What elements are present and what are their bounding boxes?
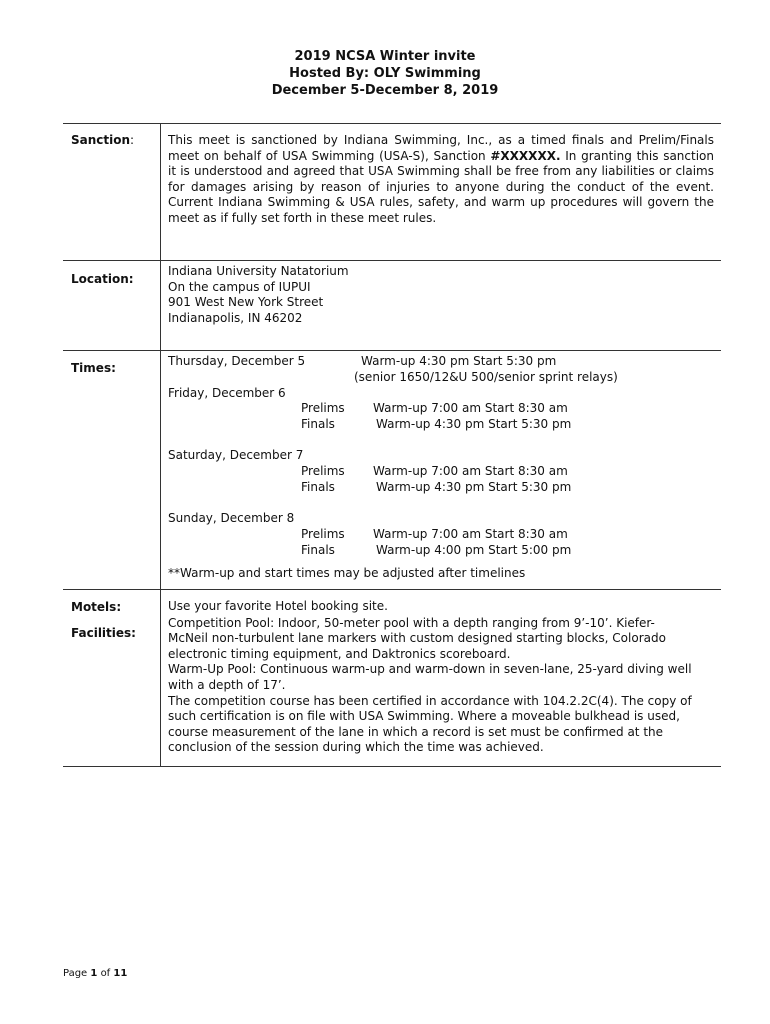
facilities-line: The competition course has been certified in accordance with 104.2.2C(4). The copy of <box>168 693 692 708</box>
saturday-prelims-times: Warm-up 7:00 am Start 8:30 am <box>373 464 568 478</box>
thursday-times: Warm-up 4:30 pm Start 5:30 pm <box>361 354 557 368</box>
sanction-row <box>63 124 721 261</box>
date-range: December 5-December 8, 2019 <box>271 83 499 98</box>
page-footer: Page 1 of 11 <box>63 968 128 979</box>
friday-finals-label: Finals <box>301 417 335 431</box>
sunday-finals-times: Warm-up 4:00 pm Start 5:00 pm <box>376 543 572 557</box>
sunday-prelims-times: Warm-up 7:00 am Start 8:30 am <box>373 527 568 541</box>
meet-info-table <box>63 123 721 767</box>
sanction-text: This meet is sanctioned by Indiana Swimming, Inc., as a timed finals and Prelim/Finals meet on behalf of USA Swimming (USA-S), Sanction #XXXXXX. In granting this sanction it is understood and agreed that USA Swimming shall be free from any liabilities or claims for damages arising by reason of injuries to anyone during the conduct of the event. Current Indiana Swimming & USA rules, safety, and warm up procedures will govern the meet as if fully set forth in these meet rules. <box>161 124 722 261</box>
facilities-line: such certification is on file with USA Swimming. Where a moveable bulkhead is used, <box>168 709 680 724</box>
facilities-row <box>63 616 721 767</box>
motels-label: Motels: <box>63 590 161 616</box>
sunday-prelims-label: Prelims <box>301 527 345 541</box>
city-line: Indianapolis, IN 46202 <box>168 310 303 325</box>
location-label: Location: <box>63 261 161 351</box>
facilities-line: McNeil non-turbulent lane markers with custom designed starting blocks, Colorado <box>168 631 666 646</box>
saturday-finals-label: Finals <box>301 480 335 494</box>
page-number: 1 <box>90 968 98 979</box>
sunday-finals-label: Finals <box>301 543 335 557</box>
document-header <box>0 48 770 99</box>
motels-row <box>63 590 721 616</box>
sunday-day: Sunday, December 8 <box>168 511 295 525</box>
sanction-number: #XXXXXX. <box>490 148 561 163</box>
location-row <box>63 261 721 351</box>
facilities-line: with a depth of 17’. <box>168 677 286 692</box>
friday-prelims-label: Prelims <box>301 401 345 415</box>
facilities-line: conclusion of the session during which the time was achieved. <box>168 740 544 755</box>
thursday-note: (senior 1650/12&U 500/senior sprint relays) <box>354 370 618 384</box>
page-total: 11 <box>113 968 128 979</box>
times-label: Times: <box>63 351 161 590</box>
facilities-line: Competition Pool: Indoor, 50-meter pool with a depth ranging from 9’-10’. Kiefer- <box>168 615 655 630</box>
facilities-text <box>161 616 722 767</box>
saturday-day: Saturday, December 7 <box>168 448 304 462</box>
times-schedule <box>161 351 722 590</box>
campus-line: On the campus of IUPUI <box>168 279 311 294</box>
times-note: **Warm-up and start times may be adjusted after timelines <box>168 566 526 580</box>
street-line: 901 West New York Street <box>168 295 324 310</box>
location-address <box>161 261 722 351</box>
friday-prelims-times: Warm-up 7:00 am Start 8:30 am <box>373 401 568 415</box>
times-row <box>63 351 721 590</box>
host-line: Hosted By: OLY Swimming <box>289 66 481 81</box>
saturday-prelims-label: Prelims <box>301 464 345 478</box>
friday-day: Friday, December 6 <box>168 386 286 400</box>
saturday-finals-times: Warm-up 4:30 pm Start 5:30 pm <box>376 480 572 494</box>
friday-finals-times: Warm-up 4:30 pm Start 5:30 pm <box>376 417 572 431</box>
facilities-line: Warm-Up Pool: Continuous warm-up and warm-down in seven-lane, 25-yard diving well <box>168 662 692 677</box>
facilities-line: electronic timing equipment, and Daktronics scoreboard. <box>168 646 511 661</box>
meet-title: 2019 NCSA Winter invite <box>294 49 476 64</box>
venue-name: Indiana University Natatorium <box>168 264 349 278</box>
facilities-line: course measurement of the lane in which a record is set must be confirmed at the <box>168 724 664 739</box>
sanction-label: Sanction: <box>63 124 161 261</box>
motels-text: Use your favorite Hotel booking site. <box>161 590 722 616</box>
facilities-label: Facilities: <box>63 616 161 767</box>
thursday-day: Thursday, December 5 <box>168 354 306 368</box>
